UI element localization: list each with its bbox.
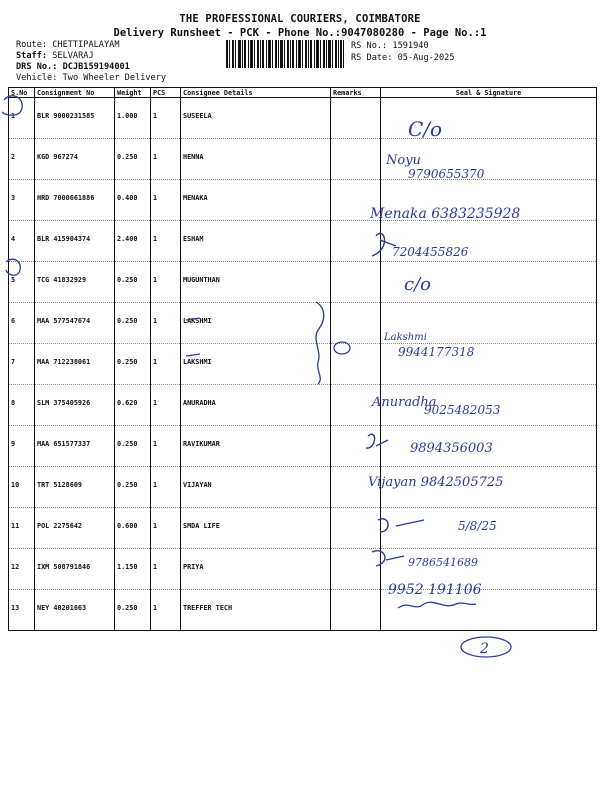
col-pcs: PCS xyxy=(151,88,181,98)
row-weight: 0.250 xyxy=(115,467,151,508)
row-consignment: MAA 577547674 xyxy=(35,303,115,344)
row-weight: 1.150 xyxy=(115,549,151,590)
table-row xyxy=(9,262,597,303)
vehicle-value: Two Wheeler Delivery xyxy=(62,73,167,83)
row-pcs: 1 xyxy=(151,344,181,385)
runsheet-subtitle: Delivery Runsheet - PCK - Phone No.:9047080280 - Page No.:1 xyxy=(113,27,487,39)
row-seal xyxy=(381,549,597,590)
row-consignee: MUGUNTHAN xyxy=(181,262,331,303)
row-sno: 3 xyxy=(9,180,35,221)
col-seal: Seal & Signature xyxy=(381,88,597,98)
row-weight: 0.250 xyxy=(115,262,151,303)
table-row xyxy=(9,426,597,467)
row-weight: 1.000 xyxy=(115,98,151,139)
row-sno: 12 xyxy=(9,549,35,590)
hw-page-number: 2 xyxy=(480,641,489,657)
row-sno: 2 xyxy=(9,139,35,180)
col-consignee: Consignee Details xyxy=(181,88,331,98)
row-pcs: 1 xyxy=(151,139,181,180)
row-seal xyxy=(381,262,597,303)
row-consignee: LAKSHMI xyxy=(181,344,331,385)
row-pcs: 1 xyxy=(151,549,181,590)
col-sno: S.No xyxy=(9,88,35,98)
hw-row13: 9952 191106 xyxy=(388,582,482,598)
row-weight: 0.600 xyxy=(115,508,151,549)
rs-date: RS Date: 05-Aug-2025 xyxy=(351,53,455,63)
row-pcs: 1 xyxy=(151,426,181,467)
hw-row2-name: Noyu xyxy=(386,153,421,168)
table-row xyxy=(9,344,597,385)
row-pcs: 1 xyxy=(151,98,181,139)
row-weight: 2.400 xyxy=(115,221,151,262)
row-weight: 0.250 xyxy=(115,590,151,631)
row-pcs: 1 xyxy=(151,303,181,344)
row-seal xyxy=(381,221,597,262)
row-consignment: MAA 712238061 xyxy=(35,344,115,385)
col-weight: Weight xyxy=(115,88,151,98)
hw-row10: Vijayan 9842505725 xyxy=(368,475,504,490)
row-consignee: SMDA LIFE xyxy=(181,508,331,549)
route-value: CHETTIPALAYAM xyxy=(52,40,120,50)
row-remarks xyxy=(331,180,381,221)
row-consignment: IXM 508791846 xyxy=(35,549,115,590)
row-remarks xyxy=(331,508,381,549)
row-seal xyxy=(381,508,597,549)
row-remarks xyxy=(331,426,381,467)
row-pcs: 1 xyxy=(151,590,181,631)
row-pcs: 1 xyxy=(151,262,181,303)
row-sno: 8 xyxy=(9,385,35,426)
row-remarks xyxy=(331,549,381,590)
row-consignment: MAA 651577337 xyxy=(35,426,115,467)
row-pcs: 1 xyxy=(151,385,181,426)
table-row xyxy=(9,139,597,180)
row-sno: 6 xyxy=(9,303,35,344)
row-remarks xyxy=(331,262,381,303)
row-pcs: 1 xyxy=(151,508,181,549)
table-row xyxy=(9,385,597,426)
barcode xyxy=(226,40,344,68)
hw-row3: Menaka 6383235928 xyxy=(370,206,521,222)
row-seal xyxy=(381,590,597,631)
vehicle-line: Vehicle: Two Wheeler Delivery xyxy=(16,73,167,83)
row-sno: 9 xyxy=(9,426,35,467)
row-consignee: ANURADHA xyxy=(181,385,331,426)
table-row xyxy=(9,590,597,631)
row-weight: 0.400 xyxy=(115,180,151,221)
row-seal xyxy=(381,98,597,139)
row-consignment: SLM 375405926 xyxy=(35,385,115,426)
table-row xyxy=(9,221,597,262)
row-consignee: LAKSHMI xyxy=(181,303,331,344)
row-seal xyxy=(381,139,597,180)
col-remarks: Remarks xyxy=(331,88,381,98)
row-seal xyxy=(381,385,597,426)
row-sno: 10 xyxy=(9,467,35,508)
row-seal xyxy=(381,426,597,467)
row-sno: 1 xyxy=(9,98,35,139)
row-remarks xyxy=(331,344,381,385)
row-consignee: VIJAYAN xyxy=(181,467,331,508)
hw-row2-phone: 9790655370 xyxy=(408,167,485,181)
row-sno: 4 xyxy=(9,221,35,262)
hw-row7-phone: 9944177318 xyxy=(398,345,475,359)
row-consignment: BLR 415904374 xyxy=(35,221,115,262)
row-remarks xyxy=(331,467,381,508)
row-consignment: POL 2275642 xyxy=(35,508,115,549)
row-remarks xyxy=(331,385,381,426)
hw-row12: 9786541689 xyxy=(408,556,478,569)
table-header-row xyxy=(9,88,597,98)
row-consignee: MENAKA xyxy=(181,180,331,221)
row-remarks xyxy=(331,98,381,139)
col-consignment: Consignment No xyxy=(35,88,115,98)
row-seal xyxy=(381,303,597,344)
row-consignee: SUSEELA xyxy=(181,98,331,139)
row-consignee: HENNA xyxy=(181,139,331,180)
row-consignment: TCG 41832929 xyxy=(35,262,115,303)
row-remarks xyxy=(331,139,381,180)
route-line: Route: CHETTIPALAYAM xyxy=(16,40,120,50)
row-remarks xyxy=(331,303,381,344)
hw-row7-sign: Lakshmi xyxy=(384,332,427,343)
row-seal xyxy=(381,180,597,221)
row-weight: 0.250 xyxy=(115,139,151,180)
row-weight: 0.250 xyxy=(115,303,151,344)
row-consignee: RAVIKUMAR xyxy=(181,426,331,467)
company-title: THE PROFESSIONAL COURIERS, COIMBATORE xyxy=(179,13,421,25)
drs-value: DCJB159194001 xyxy=(62,62,130,72)
table-row xyxy=(9,467,597,508)
row-weight: 0.250 xyxy=(115,344,151,385)
runsheet-table xyxy=(8,87,597,631)
row-consignee: TREFFER TECH xyxy=(181,590,331,631)
row-sno: 13 xyxy=(9,590,35,631)
row-consignee: ESHAM xyxy=(181,221,331,262)
row-weight: 0.620 xyxy=(115,385,151,426)
row-pcs: 1 xyxy=(151,180,181,221)
row-consignee: PRIYA xyxy=(181,549,331,590)
row-pcs: 1 xyxy=(151,221,181,262)
row-consignment: TRT 5128609 xyxy=(35,467,115,508)
table-row xyxy=(9,98,597,139)
hw-row8-name: Anuradha xyxy=(372,395,437,410)
table-row xyxy=(9,303,597,344)
hw-row4: 7204455826 xyxy=(392,245,469,259)
staff-value: SELVARAJ xyxy=(52,51,94,61)
table-row xyxy=(9,508,597,549)
staff-line: Staff: SELVARAJ xyxy=(16,51,94,61)
row-pcs: 1 xyxy=(151,467,181,508)
page-circle-mark xyxy=(461,637,511,657)
hw-row8-phone: 9025482053 xyxy=(424,403,501,417)
row-sno: 5 xyxy=(9,262,35,303)
row-consignment: HRD 7000661886 xyxy=(35,180,115,221)
rs-number: RS No.: 1591940 xyxy=(351,41,429,51)
table-row xyxy=(9,180,597,221)
row-consignment: BLR 9000231585 xyxy=(35,98,115,139)
row-sno: 7 xyxy=(9,344,35,385)
row-remarks xyxy=(331,221,381,262)
row-sno: 11 xyxy=(9,508,35,549)
table-row xyxy=(9,549,597,590)
hw-row5: c/o xyxy=(404,274,431,295)
hw-row9: 9894356003 xyxy=(410,441,493,456)
row-remarks xyxy=(331,590,381,631)
row-consignment: KGD 967274 xyxy=(35,139,115,180)
hw-row11: 5/8/25 xyxy=(458,519,497,533)
row-weight: 0.250 xyxy=(115,426,151,467)
row-seal xyxy=(381,344,597,385)
row-consignment: NEY 40201663 xyxy=(35,590,115,631)
row-seal xyxy=(381,467,597,508)
drs-line: DRS No.: DCJB159194001 xyxy=(16,62,130,72)
hw-row1: C/o xyxy=(408,117,443,141)
